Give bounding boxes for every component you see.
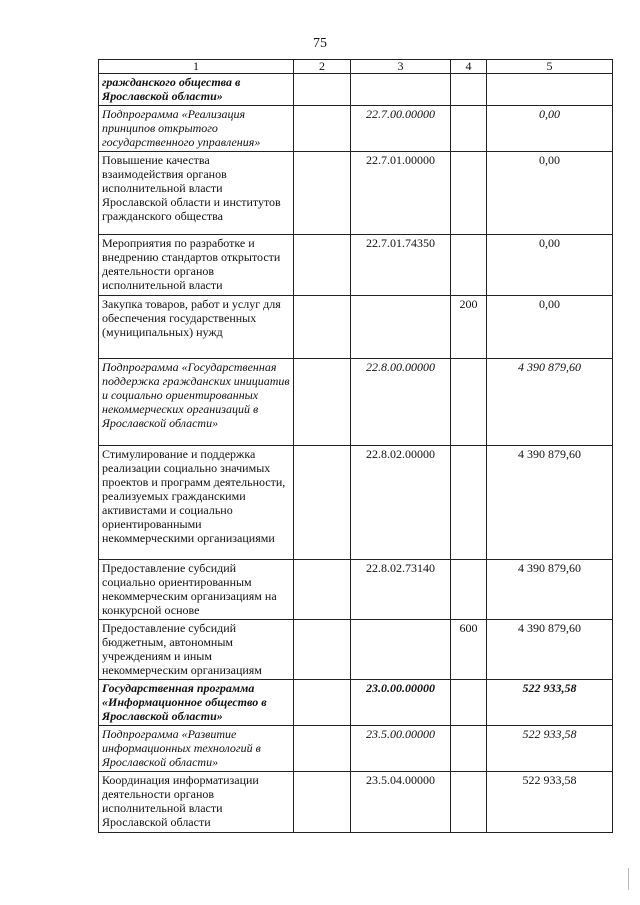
page-number: 75 bbox=[313, 36, 327, 51]
row-name-cell: гражданского общества в Ярославской области» bbox=[99, 74, 294, 106]
row-amount-cell: 0,00 bbox=[487, 235, 613, 296]
row-type-cell bbox=[451, 560, 487, 620]
row-code-cell: 22.8.02.73140 bbox=[351, 560, 451, 620]
row-amount-cell: 0,00 bbox=[487, 106, 613, 152]
row-code-cell: 22.7.01.00000 bbox=[351, 152, 451, 235]
row-type-cell bbox=[451, 726, 487, 772]
row-name-cell: Мероприятия по разработке и внедрению стандартов открытости деятельности органов исполнительной власти bbox=[99, 235, 294, 296]
row-code-cell: 22.7.01.74350 bbox=[351, 235, 451, 296]
row-name-cell: Повышение качества взаимодействия органов исполнительной власти Ярославской области и институтов гражданского общества bbox=[99, 152, 294, 235]
row-amount-cell: 4 390 879,60 bbox=[487, 446, 613, 560]
row-type-cell bbox=[451, 152, 487, 235]
row-code-cell: 22.7.00.00000 bbox=[351, 106, 451, 152]
row-name-cell: Предоставление субсидий бюджетным, автономным учреждениям и иным некоммерческим организациям bbox=[99, 620, 294, 680]
row-name-cell: Подпрограмма «Государственная поддержка гражданских инициатив и социально ориентированных некоммерческих организаций в Ярославской области» bbox=[99, 359, 294, 446]
budget-table bbox=[98, 59, 613, 833]
row-amount-cell: 4 390 879,60 bbox=[487, 620, 613, 680]
column-header-4: 4 bbox=[451, 60, 487, 74]
row-type-cell bbox=[451, 772, 487, 833]
row-type-cell bbox=[451, 235, 487, 296]
row-name-cell: Стимулирование и поддержка реализации социально значимых проектов и программ деятельности, реализуемых гражданскими активистами и социально ориентированными некоммерческими организациями bbox=[99, 446, 294, 560]
row-type-cell bbox=[451, 446, 487, 560]
row-col2-cell bbox=[294, 680, 351, 726]
scan-edge-mark bbox=[628, 868, 629, 890]
table-row bbox=[99, 726, 613, 772]
table-row bbox=[99, 152, 613, 235]
table-row bbox=[99, 106, 613, 152]
table-row bbox=[99, 235, 613, 296]
row-code-cell: 23.5.04.00000 bbox=[351, 772, 451, 833]
table-row bbox=[99, 296, 613, 359]
row-amount-cell: 4 390 879,60 bbox=[487, 560, 613, 620]
column-header-3: 3 bbox=[351, 60, 451, 74]
row-type-cell: 200 bbox=[451, 296, 487, 359]
row-col2-cell bbox=[294, 560, 351, 620]
row-code-cell: 22.8.00.00000 bbox=[351, 359, 451, 446]
row-code-cell: 22.8.02.00000 bbox=[351, 446, 451, 560]
row-amount-cell: 522 933,58 bbox=[487, 772, 613, 833]
row-amount-cell bbox=[487, 74, 613, 106]
row-code-cell: 23.0.00.00000 bbox=[351, 680, 451, 726]
row-type-cell bbox=[451, 106, 487, 152]
row-col2-cell bbox=[294, 772, 351, 833]
table-row bbox=[99, 772, 613, 833]
row-name-cell: Предоставление субсидий социально ориентированным некоммерческим организациям на конкурсной основе bbox=[99, 560, 294, 620]
row-type-cell bbox=[451, 74, 487, 106]
table-row bbox=[99, 560, 613, 620]
row-col2-cell bbox=[294, 359, 351, 446]
table-row bbox=[99, 680, 613, 726]
table-row bbox=[99, 620, 613, 680]
row-amount-cell: 4 390 879,60 bbox=[487, 359, 613, 446]
row-type-cell bbox=[451, 359, 487, 446]
table-row bbox=[99, 359, 613, 446]
row-col2-cell bbox=[294, 446, 351, 560]
table-header-row bbox=[99, 60, 613, 74]
row-amount-cell: 522 933,58 bbox=[487, 726, 613, 772]
row-type-cell: 600 bbox=[451, 620, 487, 680]
budget-table-body bbox=[99, 60, 613, 833]
row-col2-cell bbox=[294, 726, 351, 772]
row-amount-cell: 522 933,58 bbox=[487, 680, 613, 726]
row-col2-cell bbox=[294, 74, 351, 106]
row-amount-cell: 0,00 bbox=[487, 296, 613, 359]
row-col2-cell bbox=[294, 235, 351, 296]
row-col2-cell bbox=[294, 106, 351, 152]
row-name-cell: Координация информатизации деятельности органов исполнительной власти Ярославской области bbox=[99, 772, 294, 833]
row-col2-cell bbox=[294, 296, 351, 359]
row-amount-cell: 0,00 bbox=[487, 152, 613, 235]
row-col2-cell bbox=[294, 152, 351, 235]
row-code-cell bbox=[351, 620, 451, 680]
row-name-cell: Подпрограмма «Развитие информационных технологий в Ярославской области» bbox=[99, 726, 294, 772]
table-row bbox=[99, 74, 613, 106]
column-header-2: 2 bbox=[294, 60, 351, 74]
column-header-1: 1 bbox=[99, 60, 294, 74]
table-row bbox=[99, 446, 613, 560]
row-name-cell: Подпрограмма «Реализация принципов открытого государственного управления» bbox=[99, 106, 294, 152]
row-code-cell: 23.5.00.00000 bbox=[351, 726, 451, 772]
row-col2-cell bbox=[294, 620, 351, 680]
row-name-cell: Закупка товаров, работ и услуг для обеспечения государственных (муниципальных) нужд bbox=[99, 296, 294, 359]
row-code-cell bbox=[351, 74, 451, 106]
row-type-cell bbox=[451, 680, 487, 726]
row-code-cell bbox=[351, 296, 451, 359]
column-header-5: 5 bbox=[487, 60, 613, 74]
row-name-cell: Государственная программа «Информационное общество в Ярославской области» bbox=[99, 680, 294, 726]
